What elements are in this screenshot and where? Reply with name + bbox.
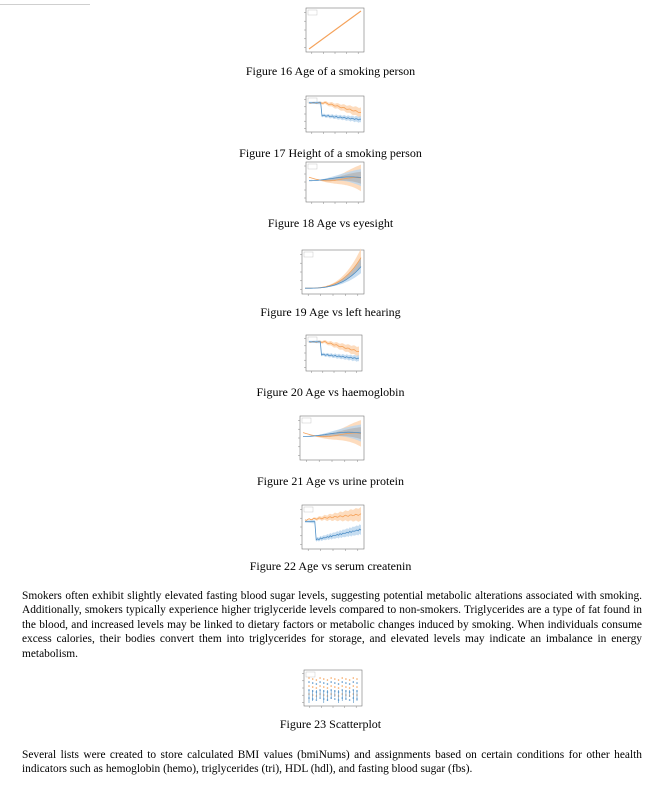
legend-box: [306, 672, 315, 677]
figure-23-plot: [298, 668, 364, 712]
scatter-point: [341, 685, 343, 687]
scatter-point: [319, 685, 321, 687]
figure-18-plot: [300, 160, 366, 208]
scatter-point: [323, 682, 325, 684]
scatter-point: [345, 686, 347, 688]
scatter-point: [338, 679, 340, 681]
scatter-point: [356, 678, 358, 680]
scatter-point: [330, 681, 332, 683]
scatter-point: [345, 682, 347, 684]
scatter-point: [349, 699, 351, 701]
scatter-point: [349, 679, 351, 681]
legend-box: [308, 164, 317, 169]
scatter-point: [334, 698, 336, 700]
scatter-point: [338, 683, 340, 685]
scatter-point: [319, 681, 321, 683]
legend-box: [304, 507, 313, 512]
legend-box: [308, 10, 317, 15]
scatter-point: [330, 677, 332, 679]
figure-19-caption: Figure 19 Age vs left hearing: [260, 305, 401, 319]
body-paragraph-2: Several lists were created to store calculated BMI values (bmiNums) and assignments based on certain conditions for other health indicators such as hemoglobin (hemo), triglycerides (tri), HDL (hdl), and fasting blood sugar (fbs).: [22, 749, 642, 776]
scatter-point: [334, 682, 336, 684]
scatter-point: [334, 686, 336, 688]
legend-box: [302, 418, 311, 423]
scatter-point: [327, 683, 329, 685]
scatter-point: [349, 683, 351, 685]
scatter-point: [312, 678, 314, 680]
scatter-point: [308, 685, 310, 687]
scatter-point: [327, 679, 329, 681]
figure-21-plot: [294, 414, 366, 466]
figure-21-caption: Figure 21 Age vs urine protein: [257, 474, 404, 488]
scatter-point: [319, 697, 321, 699]
figure-17-caption: Figure 17 Height of a smoking person: [239, 146, 422, 160]
scatter-point: [316, 679, 318, 681]
body-paragraph-1: Smokers often exhibit slightly elevated fasting blood sugar levels, suggesting potential metabolic alterations associated with smoking. Additionally, smokers typically experience higher triglyceride levels compared to non-smokers. Triglycerides are a type of fat found in the blood, and increased levels may be linked to dietary factors or metabolic changes induced by smoking. When individuals consume excess calories, their bodies convert them into triglycerides for storage, and elevated levels may indicate an imbalance in energy metabolism.: [22, 590, 642, 660]
scatter-point: [356, 682, 358, 684]
figure-16-caption: Figure 16 Age of a smoking person: [245, 64, 416, 78]
figure-20-caption: Figure 20 Age vs haemoglobin: [256, 385, 405, 399]
legend-box: [304, 252, 313, 257]
scatter-point: [308, 681, 310, 683]
scatter-point: [327, 687, 329, 689]
figure-19-plot: [296, 248, 366, 300]
scatter-point: [319, 677, 321, 679]
figure-20-plot: [300, 333, 364, 377]
scatter-point: [312, 686, 314, 688]
scatter-point: [341, 681, 343, 683]
scatter-point: [316, 687, 318, 689]
scatter-point: [316, 683, 318, 685]
scatter-point: [353, 681, 355, 683]
figure-22-caption: Figure 22 Age vs serum createnin: [249, 559, 412, 573]
scatter-point: [308, 677, 310, 679]
scatter-point: [341, 677, 343, 679]
scatter-point: [323, 686, 325, 688]
scatter-point: [316, 699, 318, 701]
scatter-point: [312, 682, 314, 684]
scatter-point: [349, 687, 351, 689]
scatter-point: [330, 685, 332, 687]
figure-22-plot: [296, 503, 366, 555]
scatter-point: [356, 686, 358, 688]
scatter-point: [334, 678, 336, 680]
scatter-point: [353, 685, 355, 687]
figure-23-caption: Figure 23 Scatterplot: [279, 717, 382, 731]
scatter-point: [353, 677, 355, 679]
figure-16-plot: [300, 6, 366, 58]
scatter-point: [338, 687, 340, 689]
page-top-rule: [0, 0, 90, 5]
scatter-point: [323, 678, 325, 680]
scatter-point: [345, 678, 347, 680]
figure-17-plot: [300, 94, 366, 138]
figure-18-caption: Figure 18 Age vs eyesight: [267, 216, 394, 230]
